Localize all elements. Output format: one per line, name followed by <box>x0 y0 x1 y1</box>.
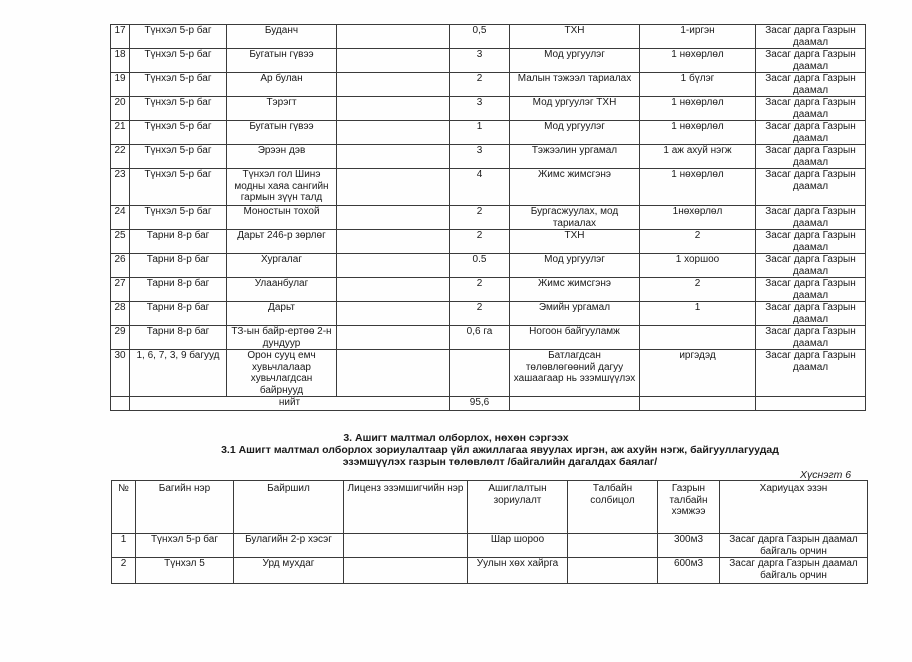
column-header: Багийн нэр <box>136 481 234 534</box>
users-cell: 1нөхөрлөл <box>640 206 756 230</box>
purpose-cell: Уулын хөх хайрга <box>468 558 568 584</box>
location-cell: Түнхэл гол Шинэ модны хаяа сангийн гармын зүүн талд <box>227 169 337 206</box>
table-row <box>111 302 866 326</box>
users-cell: 1 хоршоо <box>640 254 756 278</box>
coordinates-cell <box>568 534 658 558</box>
row-number-cell: 20 <box>111 97 130 121</box>
users-cell: 2 <box>640 278 756 302</box>
row-number-cell: 26 <box>111 254 130 278</box>
purpose-cell: Мод ургуулэг <box>510 254 640 278</box>
column-header: Ашиглалтын зориулалт <box>468 481 568 534</box>
total-row <box>111 397 866 411</box>
empty-cell-cell <box>337 302 450 326</box>
location-cell: Бугатын гүвээ <box>227 49 337 73</box>
location-cell: Булагийн 2-р хэсэг <box>234 534 344 558</box>
table-row <box>111 121 866 145</box>
area-cell: 600м3 <box>658 558 720 584</box>
row-number-cell: 28 <box>111 302 130 326</box>
table-row <box>111 73 866 97</box>
location-cell: Ар булан <box>227 73 337 97</box>
area-cell: 3 <box>450 145 510 169</box>
area-cell: 300м3 <box>658 534 720 558</box>
location-cell: Эрээн дэв <box>227 145 337 169</box>
bag-name-cell: Түнхэл 5-р баг <box>130 97 227 121</box>
table-row <box>111 230 866 254</box>
responsible-cell: Засаг дарга Газрын даамал <box>756 350 866 397</box>
bag-name-cell: Түнхэл 5-р баг <box>130 25 227 49</box>
row-number-cell: 22 <box>111 145 130 169</box>
table-row <box>111 97 866 121</box>
users-cell: 1 аж ахуй нэгж <box>640 145 756 169</box>
area-cell: 2 <box>450 278 510 302</box>
row-number-cell: 24 <box>111 206 130 230</box>
table-row <box>111 278 866 302</box>
responsible-cell: Засаг дарга Газрын даамал байгаль орчин <box>720 558 868 584</box>
table-row <box>111 206 866 230</box>
license-holder-cell <box>344 558 468 584</box>
location-cell: Дарьт <box>227 302 337 326</box>
purpose-cell: Батлагдсан төлөвлөгөөний дагуу хашаагаар нь эзэмшүүлэх <box>510 350 640 397</box>
row-number-cell: 18 <box>111 49 130 73</box>
area-cell: 2 <box>450 73 510 97</box>
responsible-cell: Засаг дарга Газрын даамал <box>756 25 866 49</box>
bag-name-cell: Тарни 8-р баг <box>130 278 227 302</box>
empty-cell-cell <box>337 206 450 230</box>
purpose-cell: Ногоон байгууламж <box>510 326 640 350</box>
users-cell: 1 нөхөрлөл <box>640 49 756 73</box>
users-cell: 2 <box>640 230 756 254</box>
area-cell: 2 <box>450 230 510 254</box>
bag-name-cell: Түнхэл 5-р баг <box>130 73 227 97</box>
responsible-cell: Засаг дарга Газрын даамал <box>756 326 866 350</box>
empty-cell-cell <box>337 121 450 145</box>
row-number-cell: 30 <box>111 350 130 397</box>
responsible-cell: Засаг дарга Газрын даамал <box>756 169 866 206</box>
empty-cell-cell <box>337 97 450 121</box>
bag-name-cell: Түнхэл 5-р баг <box>130 49 227 73</box>
coordinates-cell <box>568 558 658 584</box>
area-cell: 3 <box>450 97 510 121</box>
location-cell: Хургалаг <box>227 254 337 278</box>
area-cell: 4 <box>450 169 510 206</box>
total-value: 95,6 <box>450 397 510 411</box>
location-cell: Моностын тохой <box>227 206 337 230</box>
empty-cell-cell <box>337 350 450 397</box>
purpose-cell: Эмийн ургамал <box>510 302 640 326</box>
area-cell: 0,5 <box>450 25 510 49</box>
responsible-cell: Засаг дарга Газрын даамал байгаль орчин <box>720 534 868 558</box>
responsible-cell: Засаг дарга Газрын даамал <box>756 206 866 230</box>
total-empty-cell <box>640 397 756 411</box>
purpose-cell: Тэжээлин ургамал <box>510 145 640 169</box>
location-cell: Улаанбулаг <box>227 278 337 302</box>
area-cell: 0,6 га <box>450 326 510 350</box>
row-number-cell: 1 <box>112 534 136 558</box>
responsible-cell: Засаг дарга Газрын даамал <box>756 121 866 145</box>
bag-name-cell: Тарни 8-р баг <box>130 230 227 254</box>
column-header: № <box>112 481 136 534</box>
area-cell: 0.5 <box>450 254 510 278</box>
row-number-cell: 25 <box>111 230 130 254</box>
empty-cell-cell <box>337 326 450 350</box>
purpose-cell: ТХН <box>510 25 640 49</box>
empty-cell-cell <box>337 25 450 49</box>
table-row <box>111 49 866 73</box>
location-cell: Бугатын гүвээ <box>227 121 337 145</box>
users-cell: 1 нөхөрлөл <box>640 169 756 206</box>
location-cell: Урд мухдаг <box>234 558 344 584</box>
row-number-cell: 27 <box>111 278 130 302</box>
bag-name-cell: Түнхэл 5-р баг <box>130 145 227 169</box>
empty-cell-cell <box>337 254 450 278</box>
column-header: Газрын талбайн хэмжээ <box>658 481 720 534</box>
area-cell <box>450 350 510 397</box>
table-row <box>111 25 866 49</box>
purpose-cell: Шар шороо <box>468 534 568 558</box>
license-holder-cell <box>344 534 468 558</box>
area-cell: 3 <box>450 49 510 73</box>
bag-name-cell: Түнхэл 5-р баг <box>130 169 227 206</box>
column-header: Байршил <box>234 481 344 534</box>
row-number-cell: 29 <box>111 326 130 350</box>
users-cell: иргэдэд <box>640 350 756 397</box>
purpose-cell: ТХН <box>510 230 640 254</box>
total-empty-cell <box>756 397 866 411</box>
land-allocation-table <box>110 24 866 411</box>
total-empty-cell <box>111 397 130 411</box>
appendix-label: Хүснэгт 6 <box>800 469 852 481</box>
purpose-cell: Мод ургуулэг <box>510 49 640 73</box>
bag-name-cell: Түнхэл 5-р баг <box>130 206 227 230</box>
responsible-cell: Засаг дарга Газрын даамал <box>756 278 866 302</box>
purpose-cell: Мод ургуулэг <box>510 121 640 145</box>
total-empty-cell <box>510 397 640 411</box>
bag-name-cell: Тарни 8-р баг <box>130 326 227 350</box>
location-cell: Дарьт 246-р зөрлөг <box>227 230 337 254</box>
empty-cell-cell <box>337 278 450 302</box>
location-cell: Буданч <box>227 25 337 49</box>
table-row <box>112 534 868 558</box>
table-row <box>111 169 866 206</box>
empty-cell-cell <box>337 73 450 97</box>
responsible-cell: Засаг дарга Газрын даамал <box>756 254 866 278</box>
responsible-cell: Засаг дарга Газрын даамал <box>756 302 866 326</box>
empty-cell-cell <box>337 145 450 169</box>
bag-name-cell: Түнхэл 5-р баг <box>130 121 227 145</box>
table-row <box>111 326 866 350</box>
table-row <box>112 558 868 584</box>
empty-cell-cell <box>337 230 450 254</box>
purpose-cell: Бургасжуулах, мод тариалах <box>510 206 640 230</box>
users-cell <box>640 326 756 350</box>
bag-name-cell: Тарни 8-р баг <box>130 302 227 326</box>
empty-cell-cell <box>337 49 450 73</box>
column-header: Хариуцах эзэн <box>720 481 868 534</box>
users-cell: 1-иргэн <box>640 25 756 49</box>
purpose-cell: Жимс жимсгэнэ <box>510 278 640 302</box>
users-cell: 1 бүлэг <box>640 73 756 97</box>
bag-name-cell: 1, 6, 7, 3, 9 багууд <box>130 350 227 397</box>
area-cell: 2 <box>450 206 510 230</box>
purpose-cell: Жимс жимсгэнэ <box>510 169 640 206</box>
users-cell: 1 <box>640 302 756 326</box>
total-label: нийт <box>130 397 450 411</box>
location-cell: Орон сууц емч хувьчлалаар хувьчлагдсан байрнууд <box>227 350 337 397</box>
bag-name-cell: Түнхэл 5-р баг <box>136 534 234 558</box>
row-number-cell: 19 <box>111 73 130 97</box>
bag-name-cell: Түнхэл 5 <box>136 558 234 584</box>
section-3-title: 3. Ашигт малтмал олборлох, нөхөн сэргээх <box>343 432 569 444</box>
responsible-cell: Засаг дарга Газрын даамал <box>756 145 866 169</box>
location-cell: Тэрэгт <box>227 97 337 121</box>
bag-name-cell: Тарни 8-р баг <box>130 254 227 278</box>
responsible-cell: Засаг дарга Газрын даамал <box>756 49 866 73</box>
mineral-extraction-table <box>111 480 868 584</box>
purpose-cell: Малын тэжээл тариалах <box>510 73 640 97</box>
column-header: Лиценз эзэмшигчийн нэр <box>344 481 468 534</box>
row-number-cell: 2 <box>112 558 136 584</box>
row-number-cell: 23 <box>111 169 130 206</box>
responsible-cell: Засаг дарга Газрын даамал <box>756 230 866 254</box>
table-row <box>111 145 866 169</box>
purpose-cell: Мод ургуулэг ТХН <box>510 97 640 121</box>
location-cell: ТЗ-ын байр-ертөө 2-н дундуур <box>227 326 337 350</box>
row-number-cell: 21 <box>111 121 130 145</box>
area-cell: 1 <box>450 121 510 145</box>
users-cell: 1 нөхөрлөл <box>640 97 756 121</box>
users-cell: 1 нөхөрлөл <box>640 121 756 145</box>
row-number-cell: 17 <box>111 25 130 49</box>
table-row <box>111 254 866 278</box>
responsible-cell: Засаг дарга Газрын даамал <box>756 97 866 121</box>
table-row <box>111 350 866 397</box>
section-3-1-title: 3.1 Ашигт малтмал олборлох зориулалтаар үйл ажиллагаа явуулах иргэн, аж ахуйн нэгж, байгууллагуудад эзэмшүүлэх газрын төлөвлөлт /байгалийн дагалдах баялаг/ <box>221 444 779 468</box>
column-header: Талбайн солбицол <box>568 481 658 534</box>
responsible-cell: Засаг дарга Газрын даамал <box>756 73 866 97</box>
area-cell: 2 <box>450 302 510 326</box>
empty-cell-cell <box>337 169 450 206</box>
